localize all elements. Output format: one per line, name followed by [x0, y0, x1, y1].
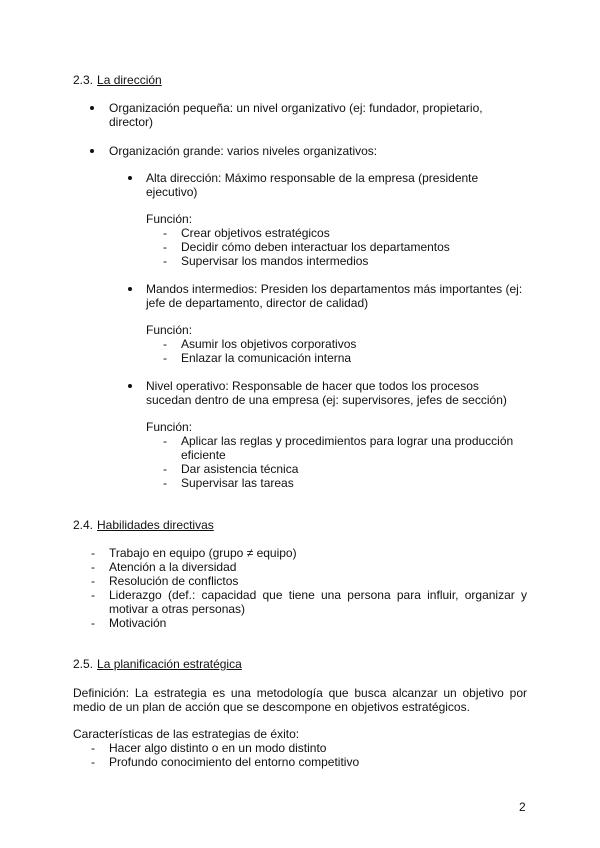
dash-marker: -: [163, 462, 167, 476]
dash-marker: -: [91, 546, 95, 560]
page-number: 2: [519, 800, 526, 814]
section-number: 2.4.: [73, 518, 94, 532]
funcion-label: Función:: [146, 420, 193, 434]
dash-marker: -: [91, 755, 95, 769]
list-item: Hacer algo distinto o en un modo distinto: [109, 741, 327, 755]
list-item: Liderazgo (def.: capacidad que tiene una persona para influir, organizar y motivar a otras personas): [109, 588, 527, 616]
list-item: Asumir los objetivos corporativos: [181, 337, 357, 351]
section-heading-2-3: [73, 73, 162, 87]
dash-marker: -: [163, 254, 167, 268]
list-item: Dar asistencia técnica: [181, 462, 299, 476]
section-heading-2-4: [73, 518, 214, 532]
bullet-dot: [90, 149, 94, 153]
characteristics-label: Características de las estrategias de éxito:: [73, 727, 300, 741]
level-alta-direccion: Alta dirección: Máximo responsable de la empresa (presidente ejecutivo): [146, 171, 479, 199]
section-title: La planificación estratégica: [97, 657, 242, 671]
dash-marker: -: [91, 560, 95, 574]
list-item: Resolución de conflictos: [109, 574, 239, 588]
dash-marker: -: [163, 240, 167, 254]
bullet-dot: [90, 106, 94, 110]
definition-paragraph: Definición: La estrategia es una metodología que busca alcanzar un objetivo por medio de un plan de acción que se descompone en objetivos estratégicos.: [73, 686, 527, 714]
section-number: 2.5.: [73, 657, 94, 671]
section-number: 2.3.: [73, 73, 94, 87]
dash-marker: -: [163, 476, 167, 490]
bullet-dot: [128, 176, 132, 180]
section-heading-2-5: [73, 657, 242, 671]
list-item: Motivación: [109, 616, 167, 630]
list-item: Decidir cómo deben interactuar los departamentos: [181, 240, 450, 254]
list-item: Crear objetivos estratégicos: [181, 226, 330, 240]
dash-marker: -: [91, 616, 95, 630]
dash-marker: -: [163, 337, 167, 351]
funcion-label: Función:: [146, 323, 193, 337]
dash-marker: -: [163, 351, 167, 365]
level-nivel-operativo: Nivel operativo: Responsable de hacer que todos los procesos sucedan dentro de una empresa (ej: supervisores, jefes de sección): [146, 379, 507, 407]
bullet-dot: [128, 384, 132, 388]
bullet-organizacion-pequena: Organización pequeña: un nivel organizativo (ej: fundador, propietario, director): [109, 101, 483, 129]
dash-marker: -: [163, 226, 167, 240]
list-item: Supervisar los mandos intermedios: [181, 254, 369, 268]
list-item: Supervisar las tareas: [181, 476, 294, 490]
dash-marker: -: [91, 741, 95, 755]
dash-marker: -: [91, 574, 95, 588]
bullet-organizacion-grande: Organización grande: varios niveles organizativos:: [109, 144, 378, 158]
level-mandos-intermedios: Mandos intermedios: Presiden los departamentos más importantes (ej: jefe de departamento, director de calidad): [146, 282, 523, 310]
list-item: Aplicar las reglas y procedimientos para lograr una producción eficiente: [181, 434, 514, 462]
bullet-dot: [128, 287, 132, 291]
list-item: Enlazar la comunicación interna: [181, 351, 352, 365]
dash-marker: -: [163, 434, 167, 448]
list-item: Atención a la diversidad: [109, 560, 237, 574]
section-title: La dirección: [97, 73, 162, 87]
section-title: Habilidades directivas: [97, 518, 214, 532]
funcion-label: Función:: [146, 212, 193, 226]
list-item: Profundo conocimiento del entorno competitivo: [109, 755, 360, 769]
dash-marker: -: [91, 588, 95, 602]
list-item: Trabajo en equipo (grupo ≠ equipo): [109, 546, 297, 560]
